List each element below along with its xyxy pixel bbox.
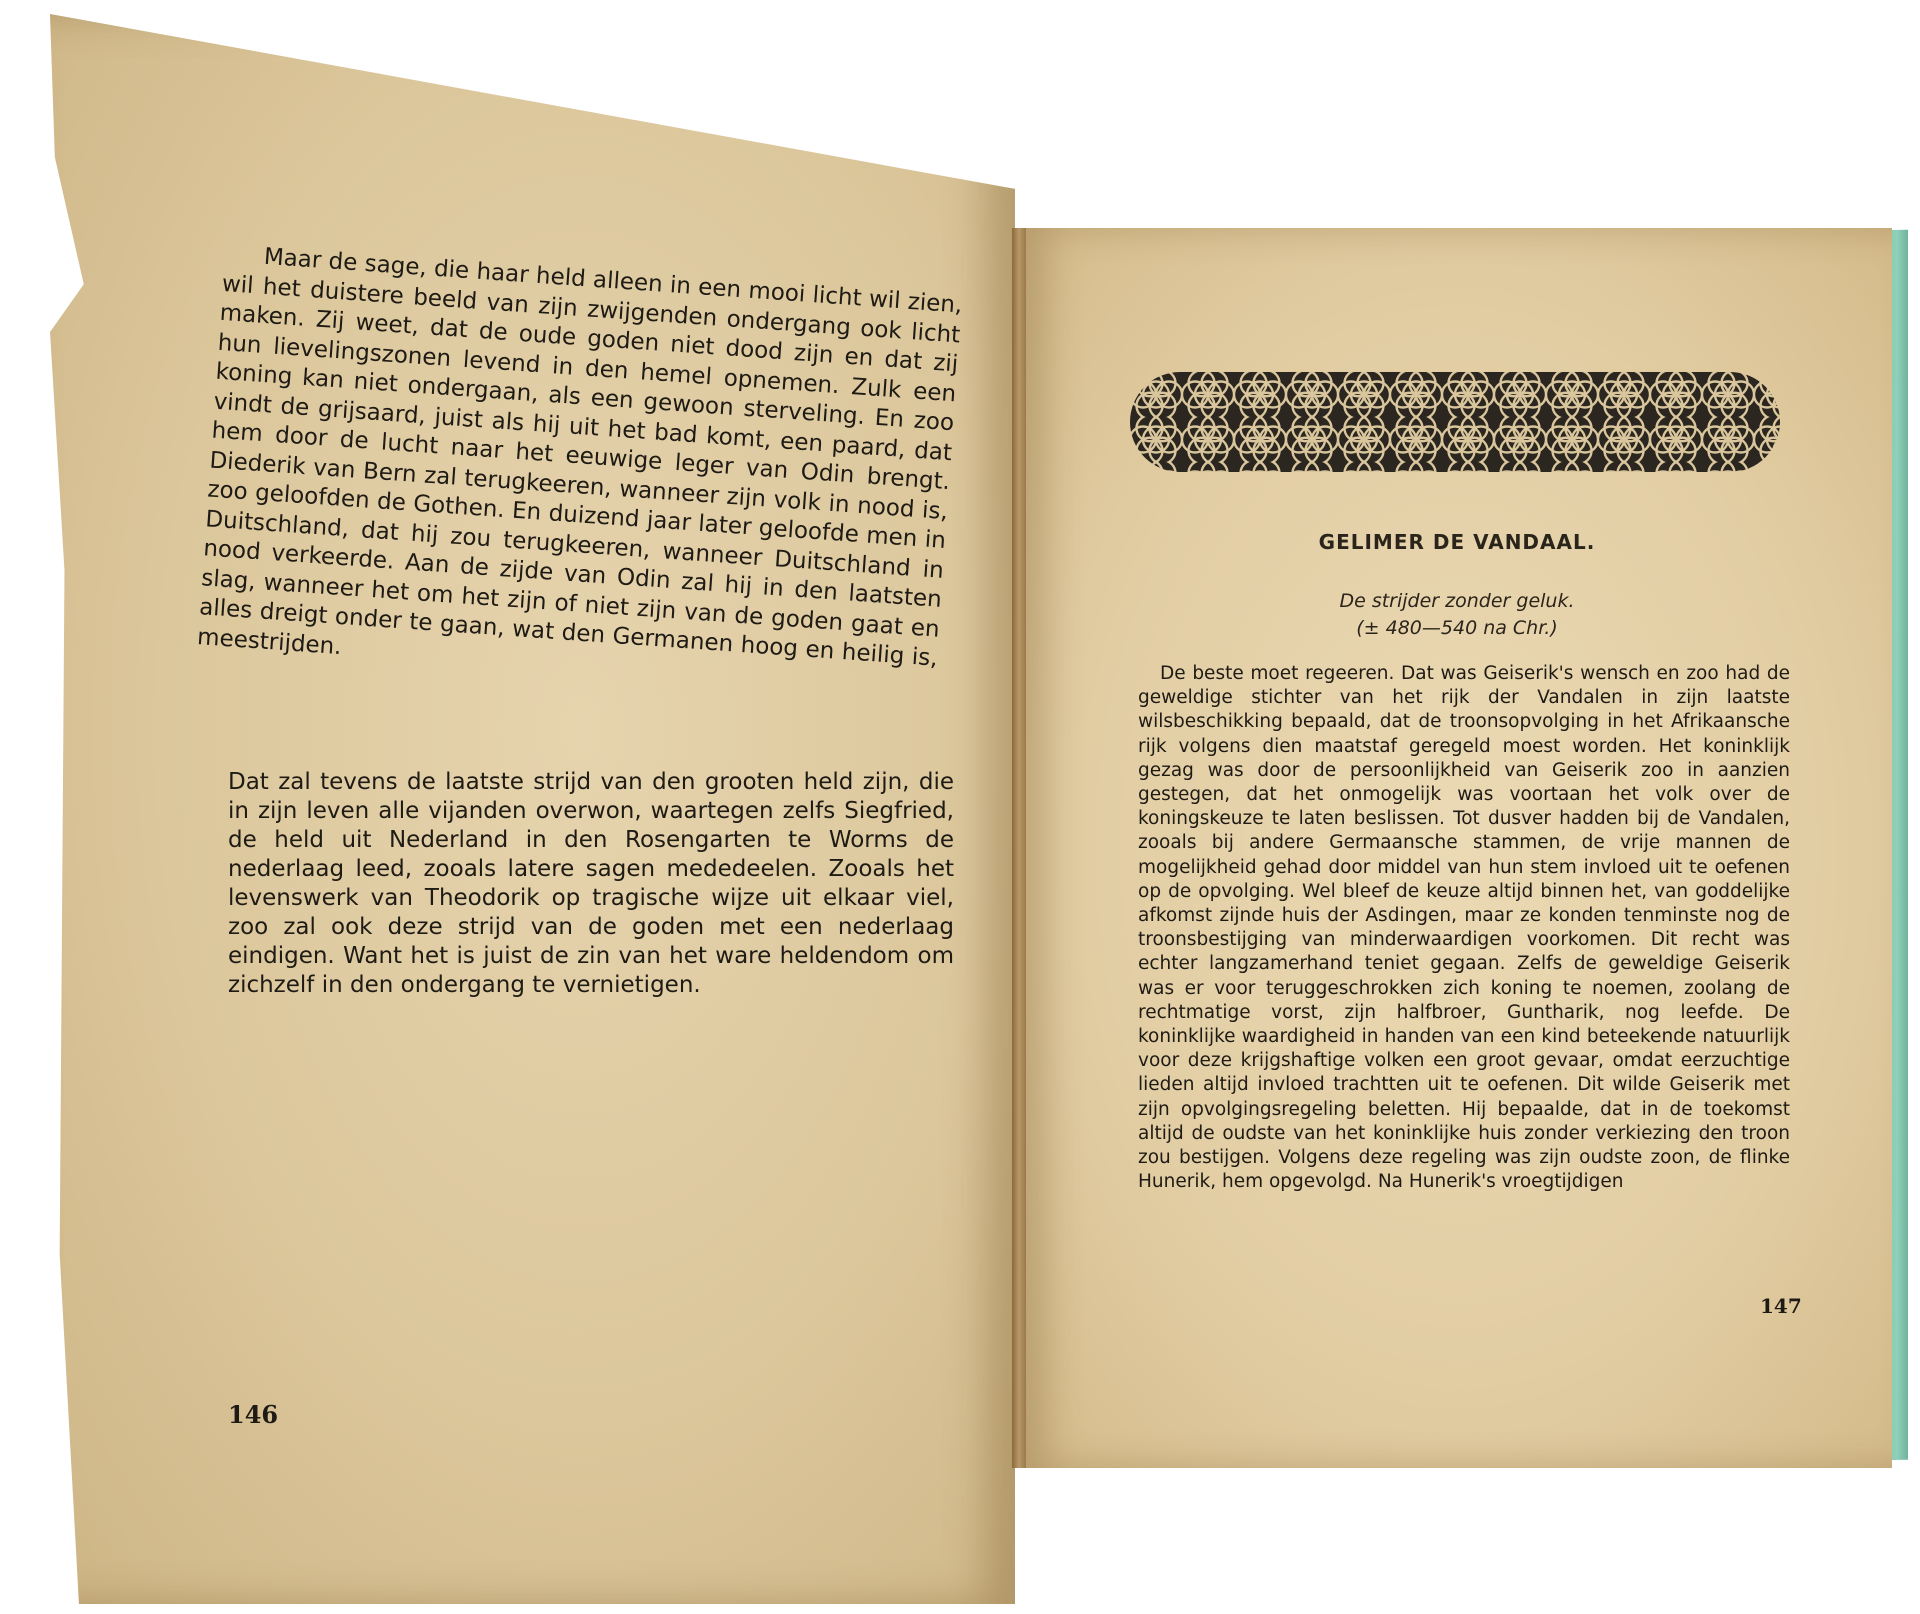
- page-number-left: 146: [228, 1400, 279, 1429]
- book-gutter: [1012, 228, 1026, 1468]
- right-page-body: De beste moet regeeren. Dat was Geiserik's wensch en zoo had de geweldige stichter van het rijk der Vandalen in zijn laatste wilsbeschikking bepaald, dat de troonsopvolging in het Afrikaansche rijk volgens dien maatstaf geregeld moest worden. Het koninklijk gezag was door de persoonlijkheid van Geiserik zoo in aanzien gestegen, dat het onmogelijk was voortaan het volk over de koningskeuze te laten beslissen. Tot dusver hadden bij de Vandalen, zooals bij andere Germaansche stammen, de vrije mannen de mogelijkheid gehad door middel van hun stem invloed uit te oefenen op de opvolging. Wel bleef de keuze altijd binnen het, van goddelijke afkomst zijnde huis der Asdingen, maar ze konden tenminste nog de troonsbestijging van minderwaardigen voorkomen. Dit recht was echter langzamerhand teniet gegaan. Zelfs de geweldige Geiserik was er voor teruggeschrokken zich koning te noemen, zoolang de rechtmatige vorst, zijn halfbroer, Guntharik, nog leefde. De koninklijke waardigheid in handen van een kind beteekende natuurlijk voor deze krijgshaftige volken een groot gevaar, omdat eerzuchtige lieden altijd invloed trachtten uit te oefenen. Dit wilde Geiserik met zijn opvolgingsregeling beletten. Hij bepaalde, dat in de toekomst altijd de oudste van het koninklijke huis zonder verkiezing den troon zou bestijgen. Volgens deze regeling was zijn oudste zoon, de flinke Hunerik, hem opgevolgd. Na Hunerik's vroegtijdigen: [1138, 663, 1790, 1193]
- chapter-title: GELIMER DE VANDAAL.: [1318, 530, 1596, 554]
- page-number-right: 147: [1760, 1294, 1802, 1318]
- left-page-paragraph-bottom: Dat zal tevens de laatste strijd van den grooten held zijn, die in zijn leven alle vijanden overwon, waartegen zelfs Siegfried, de held uit Nederland in den Rosengarten te Worms de nederlaag leed, zooals latere sagen mededeelen. Zooals het levenswerk van Theodorik op tragische wijze uit elkaar viel, zoo zal ook deze strijd van de goden met een nederlaag eindigen. Want het is juist de zin van het ware heldendom om zichzelf in den ondergang te vernietigen.: [228, 769, 954, 998]
- left-page-paragraph-top: Maar de sage, die haar held alleen in een mooi licht wil zien, wil het duistere beeld van zijn zwijgenden ondergang ook licht maken. Zij weet, dat de oude goden niet dood zijn en dat zij hun lievelingszonen levend in den hemel opnemen. Zulk een koning kan niet ondergaan, als een gewoon sterveling. En zoo vindt de grijsaard, juist als hij uit het bad komt, een paard, dat hem door de lucht naar het eeuwige leger van Odin brengt. Diederik van Bern zal terugkeeren, wanneer zijn volk in nood is, zoo geloofden de Gothen. En duizend jaar later geloofde men in Duitschland, dat hij zou terugkeeren, wanneer Duitschland in nood verkeerde. Aan de zijde van Odin zal hij in den laatsten slag, wanneer het om het zijn of niet zijn van de goden gaat en alles dreigt onder te gaan, wat den Germanen hoog en heilig is, meestrijden.: [196, 243, 964, 672]
- flower-of-life-ornament: [1130, 372, 1780, 472]
- subtitle-line-2: (± 480—540 na Chr.): [1356, 617, 1558, 639]
- subtitle-line-1: De strijder zonder geluk.: [1339, 590, 1575, 612]
- chapter-subtitle: [1022, 588, 1892, 642]
